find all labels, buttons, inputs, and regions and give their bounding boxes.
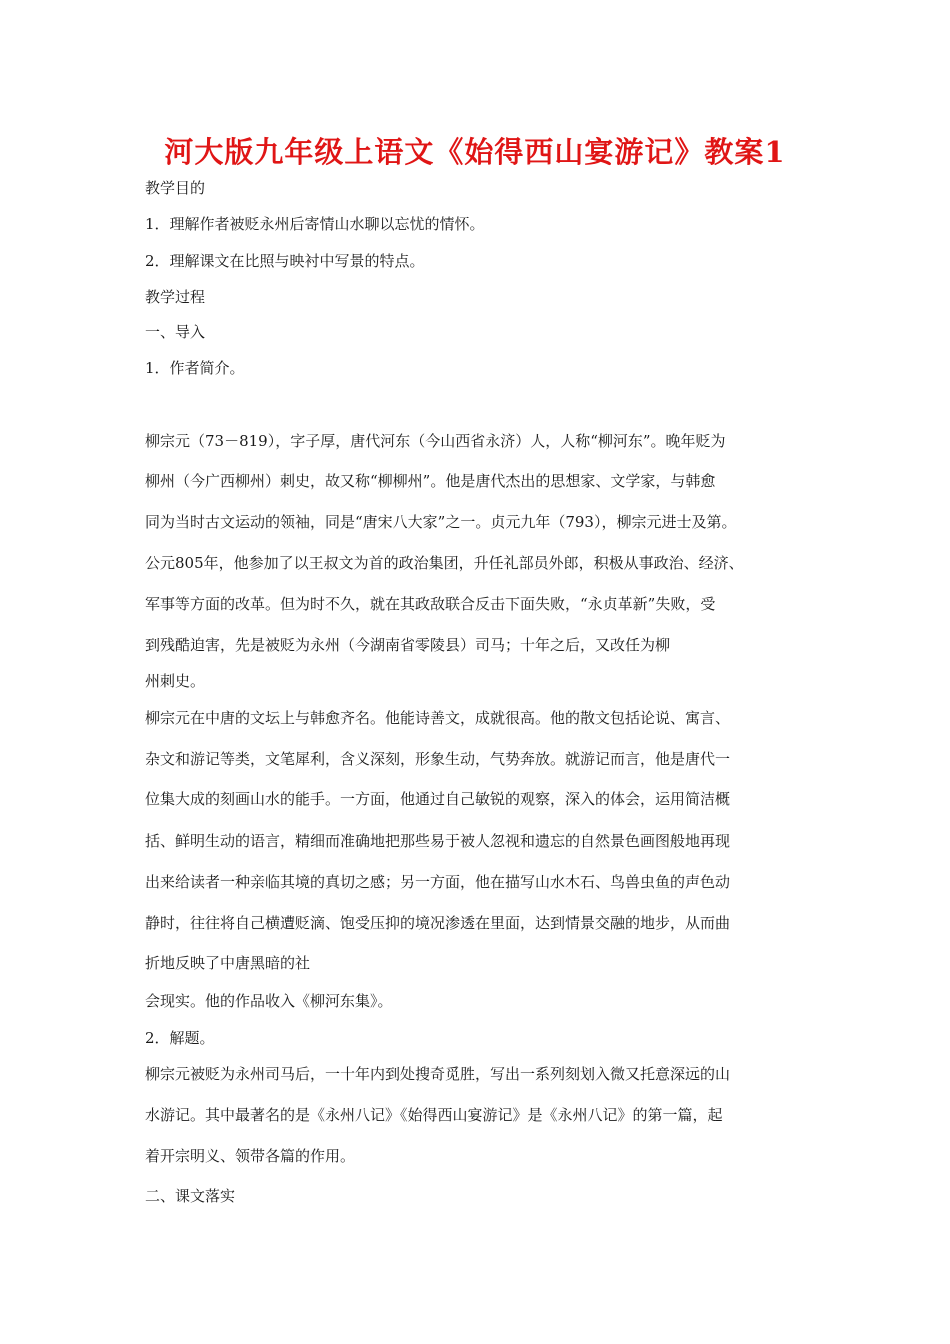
paragraph-line: 杂文和游记等类，文笔犀利，含义深刻，形象生动，气势奔放。就游记而言，他是唐代一 xyxy=(145,750,731,768)
paragraph-line: 柳宗元被贬为永州司马后，一十年内到处搜奇觅胜，写出一系列刻划入微又托意深远的山 xyxy=(145,1065,731,1083)
paragraph-line: 柳宗元在中唐的文坛上与韩愈齐名。他能诗善文，成就很高。他的散文包括论说、寓言、 xyxy=(145,709,731,727)
paragraph-line: 同为当时古文运动的领袖，同是“唐宋八大家”之一。贞元九年（793），柳宗元进士及第。 xyxy=(145,513,737,531)
objective-item-2: 2．理解课文在比照与映衬中写景的特点。 xyxy=(145,252,425,270)
objective-item-1: 1．理解作者被贬永州后寄情山水聊以忘忧的情怀。 xyxy=(145,215,485,233)
subsection-heading-intro: 一、导入 xyxy=(145,323,206,341)
subsection-heading-text: 二、课文落实 xyxy=(145,1187,236,1205)
paragraph-line: 军事等方面的改革。但为时不久，就在其政敌联合反击下面失败，“永贞革新”失败，受 xyxy=(145,595,716,613)
item-author-intro: 1．作者简介。 xyxy=(145,359,245,377)
paragraph-line: 静时，往往将自己横遭贬滴、饱受压抑的境况渗透在里面，达到情景交融的地步，从而曲 xyxy=(145,914,731,932)
paragraph-line: 到残酷迫害，先是被贬为永州（今湖南省零陵县）司马；十年之后，又改任为柳 xyxy=(145,636,671,654)
section-heading-objectives: 教学目的 xyxy=(145,179,206,197)
paragraph-line: 折地反映了中唐黑暗的社 xyxy=(145,954,311,972)
paragraph-line: 会现实。他的作品收入《柳河东集》。 xyxy=(145,992,393,1010)
paragraph-line: 着开宗明义、领带各篇的作用。 xyxy=(145,1147,356,1165)
paragraph-line: 出来给读者一种亲临其境的真切之感；另一方面，他在描写山水木石、鸟兽虫鱼的声色动 xyxy=(145,873,731,891)
paragraph-line: 公元805年，他参加了以王叔文为首的政治集团，升任礼部员外郎，积极从事政治、经济、 xyxy=(145,554,744,572)
paragraph-line: 柳州（今广西柳州）刺史，故又称“柳柳州”。他是唐代杰出的思想家、文学家，与韩愈 xyxy=(145,472,716,490)
document-title: 河大版九年级上语文《始得西山宴游记》教案1 xyxy=(164,135,786,169)
paragraph-line: 水游记。其中最著名的是《永州八记》《始得西山宴游记》是《永州八记》的第一篇，起 xyxy=(145,1106,723,1124)
paragraph-line: 州刺史。 xyxy=(145,672,206,690)
section-heading-process: 教学过程 xyxy=(145,288,206,306)
paragraph-line: 柳宗元（73－819），字子厚，唐代河东（今山西省永济）人，人称“柳河东”。晚年贬为 xyxy=(145,432,726,450)
paragraph-line: 位集大成的刻画山水的能手。一方面，他通过自己敏锐的观察，深入的体会，运用简洁概 xyxy=(145,790,731,808)
paragraph-line: 括、鲜明生动的语言，精细而准确地把那些易于被人忽视和遗忘的自然景色画图般地再现 xyxy=(145,832,731,850)
item-title-explanation: 2．解题。 xyxy=(145,1029,215,1047)
